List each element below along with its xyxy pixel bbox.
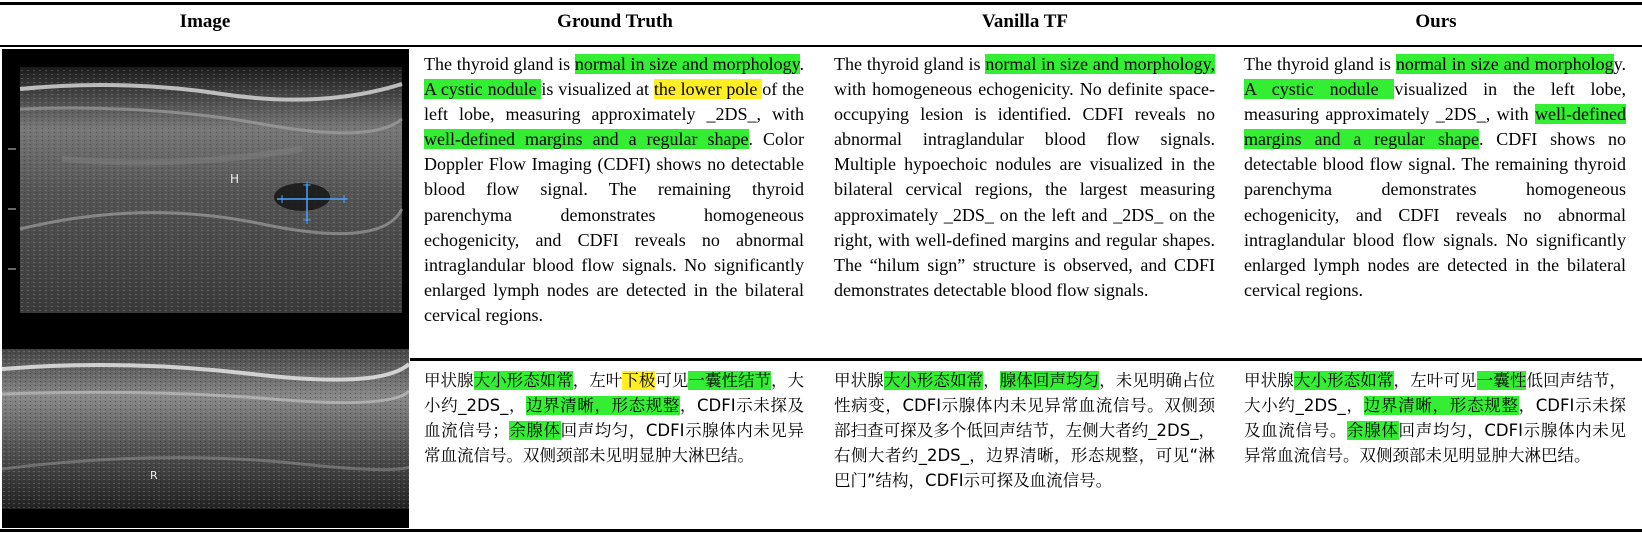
- text-segment: ，: [983, 371, 1000, 390]
- header-rule: [0, 45, 1642, 47]
- text-segment: is visualized at: [541, 79, 654, 100]
- text-segment: ，CDFI示未探及血流信号；: [424, 396, 804, 440]
- ours-english-text: [1244, 52, 1626, 303]
- text-segment: 低回声结节，大小约_2DS_，: [1244, 371, 1627, 415]
- header-ground-truth: Ground Truth: [557, 11, 673, 32]
- vanilla-english-text: [834, 52, 1215, 303]
- text-segment: . CDFI shows no detectable blood flow signal. The remaining thyroid parenchyma demonstrates homogeneous echogenicity, and CDFI reveals no abnormal intraglandular blood flow signals. No significantly enlarged lymph nodes are detected in the bilateral cervical regions.: [1244, 129, 1626, 300]
- gt-english-text: [424, 52, 804, 328]
- highlighted-phrase: 大小形态如常: [473, 371, 573, 390]
- text-segment: ，左叶: [572, 371, 623, 390]
- row-divider-rule: [410, 358, 1642, 361]
- text-segment: 可见: [655, 371, 689, 390]
- text-segment: visualized in the left lobe, measuring approximately _2DS_, with: [1244, 79, 1626, 125]
- text-segment: with homogeneous echogenicity. No definite space-occupying lesion is identified. CDFI reveals no abnormal intraglandular blood flow signals. Multiple hypoechoic nodules are visualized in the bilateral cervical regions, the largest measuring approximately _2DS_ on the left and _2DS_ on the right, with well-defined margins and regular shapes. The “hilum sign” structure is observed, and CDFI demonstrates detectable blood flow signals.: [834, 79, 1215, 300]
- highlighted-phrase: well-defined margins and a regular shape: [1244, 104, 1626, 150]
- text-segment: of the left lobe, measuring approximately _2DS_, with: [424, 79, 804, 125]
- svg-text:+: +: [277, 192, 288, 206]
- table-top-rule: [0, 2, 1642, 5]
- highlighted-phrase: 余腺体: [508, 421, 561, 440]
- highlighted-phrase: 一囊性结节: [688, 371, 772, 390]
- text-segment: The thyroid gland is: [834, 54, 986, 74]
- text-segment: .: [799, 54, 804, 74]
- highlighted-phrase: well-defined margins and a regular shape: [424, 129, 749, 150]
- gt-chinese-text: [424, 368, 804, 468]
- text-segment: The thyroid gland is: [424, 54, 575, 74]
- highlighted-phrase: 大小形态如常: [1293, 371, 1394, 390]
- highlighted-phrase: 下极: [622, 371, 656, 390]
- header-vanilla-tf: Vanilla TF: [981, 11, 1069, 32]
- svg-text:+: +: [302, 213, 313, 227]
- text-segment: The thyroid gland is: [1244, 54, 1396, 74]
- ours-chinese-text: [1244, 368, 1626, 468]
- table-bottom-rule: [0, 529, 1642, 532]
- text-segment: ，左叶可见: [1393, 371, 1477, 390]
- text-segment: ，CDFI示未探及血流信号。: [1244, 396, 1626, 440]
- ultrasound-image-top: [2, 49, 409, 319]
- header-ours: Ours: [1415, 11, 1457, 32]
- svg-text:+: +: [339, 192, 350, 206]
- text-segment: 回声均匀，CDFI示腺体内未见异常血流信号。双侧颈部未见明显肿大淋巴结。: [1244, 421, 1627, 465]
- highlighted-phrase: normal in size and morpholog: [1395, 54, 1614, 74]
- image-marker-top: H: [230, 172, 240, 186]
- highlighted-phrase: normal in size and morphology: [574, 54, 800, 74]
- highlighted-phrase: A cystic nodule: [424, 79, 542, 100]
- vanilla-chinese-text: [834, 368, 1215, 493]
- ultrasound-image-bottom: [2, 319, 409, 528]
- highlighted-phrase: the lower pole: [653, 79, 763, 100]
- highlighted-phrase: 边界清晰，形态规整: [1363, 396, 1519, 415]
- highlighted-phrase: A cystic nodule: [1244, 79, 1395, 100]
- text-segment: . Color Doppler Flow Imaging (CDFI) shows no detectable blood flow signal. The remaining thyroid parenchyma demonstrates homogeneous echogenicity, and CDFI reveals no abnormal intraglandular blood flow signals. No significantly enlarged lymph nodes are detected in the bilateral cervical regions.: [424, 129, 804, 325]
- text-segment: y.: [1613, 54, 1626, 74]
- text-segment: 甲状腺: [424, 371, 474, 390]
- svg-text:+: +: [302, 178, 313, 192]
- text-segment: 甲状腺: [834, 371, 884, 390]
- highlighted-phrase: 一囊性: [1476, 371, 1527, 390]
- header-image: Image: [179, 11, 231, 32]
- highlighted-phrase: normal in size and morphology,: [985, 54, 1215, 74]
- text-segment: 回声均匀，CDFI示腺体内未见异常血流信号。双侧颈部未见明显肿大淋巴结。: [424, 421, 804, 465]
- highlighted-phrase: 腺体回声均匀: [999, 371, 1100, 390]
- image-marker-bottom: R: [150, 469, 158, 482]
- ultrasound-images: [2, 49, 409, 528]
- highlighted-phrase: 边界清晰，形态规整: [526, 396, 680, 415]
- text-segment: 甲状腺: [1244, 371, 1294, 390]
- text-segment: ，未见明确占位性病变，CDFI示腺体内未见异常血流信号。双侧颈部扫查可探及多个低回声结节，左侧大者约_2DS_，右侧大者约_2DS_，边界清晰，形态规整，可见“淋巴门”结构，CDFI示可探及血流信号。: [834, 371, 1216, 490]
- highlighted-phrase: 大小形态如常: [883, 371, 984, 390]
- highlighted-phrase: 余腺体: [1347, 421, 1399, 440]
- text-segment: ，大小约_2DS_，: [424, 371, 805, 415]
